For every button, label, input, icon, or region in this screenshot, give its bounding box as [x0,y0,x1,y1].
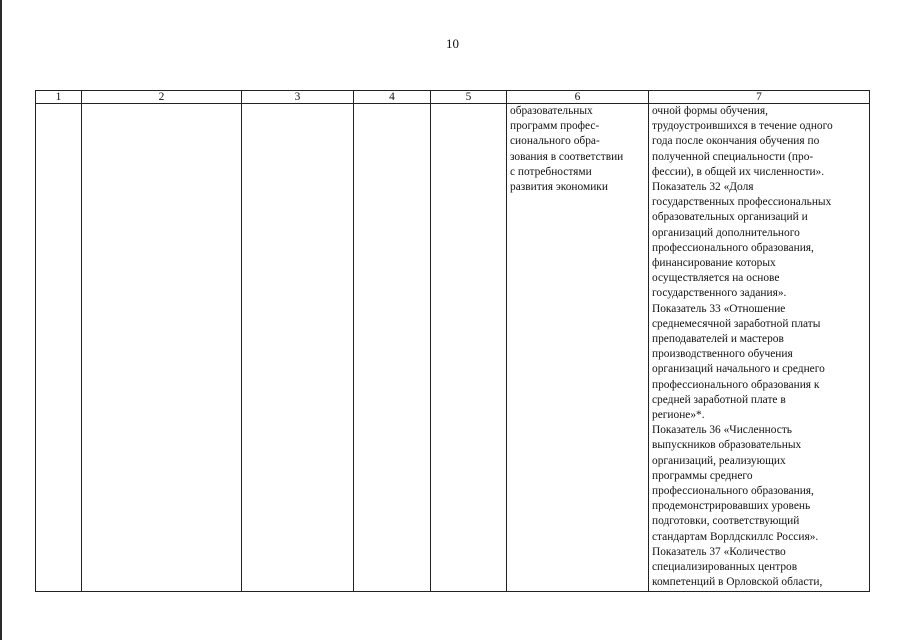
column-header-6: 6 [507,91,649,104]
cell-text-line: Показатель 33 «Отношение [652,302,786,315]
cell-text-line: финансирование которых [652,257,776,270]
cell-text-line: организаций, реализующих [652,454,786,467]
cell-text-line: года после окончания обучения по [652,135,820,148]
column-header-7: 7 [649,91,870,104]
cell-text-line: регионе»*. [652,409,705,422]
cell-text-line: государственных профессиональных [652,196,832,209]
column-header-3: 3 [242,91,354,104]
cell-col-7 [649,104,870,592]
cell-text-line: производственного обучения [652,348,793,361]
cell-text-line: зования в соответствии [510,150,624,163]
column-header-1: 1 [36,91,82,104]
cell-text-line: специализированных центров [652,561,798,574]
cell-text-line: Показатель 37 «Количество [652,545,786,558]
cell-col-2 [82,104,242,592]
cell-text-line: образовательных организаций и [652,211,808,224]
cell-text-line: организаций начального и среднего [652,363,825,376]
column-header-5: 5 [431,91,507,104]
cell-text-line: очной формы обучения, [652,105,768,117]
page-number: 10 [446,36,459,51]
cell-text-line: трудоустроившихся в течение одного [652,120,833,133]
cell-text-line: Показатель 36 «Численность [652,424,792,437]
cell-text-line: фессии), в общей их численности». [652,165,825,178]
cell-text-line: выпускников образовательных [652,439,802,452]
cell-text-line: полученной специальности (про- [652,150,814,163]
cell-col-1 [36,104,82,592]
column-header-4: 4 [354,91,431,104]
cell-text-line: подготовки, соответствующий [652,515,800,528]
table-row [36,104,870,592]
cell-text-line: с потребностями [510,165,592,178]
cell-text-line: преподавателей и мастеров [652,333,784,346]
cell-col-5 [431,104,507,592]
cell-text-line: осуществляется на основе [652,272,780,285]
cell-text-line: образовательных [510,105,593,117]
cell-text-line: программ профес- [510,120,600,133]
cell-text-line: стандартам Ворлдскиллс Россия». [652,530,819,543]
cell-col-4 [354,104,431,592]
column-header-2: 2 [82,91,242,104]
cell-text-line: компетенций в Орловской области, [652,576,823,589]
document-table [35,90,870,592]
table-header-row [36,91,870,104]
scan-left-edge [0,0,2,640]
cell-text-line: профессионального образования, [652,241,814,254]
cell-col-6 [507,104,649,592]
cell-text-line: государственного задания». [652,287,787,300]
cell-text-line: развития экономики [510,181,608,194]
cell-text-line: Показатель 32 «Доля [652,181,754,194]
cell-text-line: профессионального образования к [652,378,820,391]
cell-text-line: продемонстрировавших уровень [652,500,811,513]
cell-text-line: профессионального образования, [652,485,814,498]
cell-text-line: организаций дополнительного [652,226,800,239]
cell-col-3 [242,104,354,592]
cell-text-line: программы среднего [652,469,753,482]
cell-text-line: сионального обра- [510,135,600,148]
cell-text-line: средней заработной плате в [652,393,786,406]
cell-text-line: среднемесячной заработной платы [652,317,821,330]
